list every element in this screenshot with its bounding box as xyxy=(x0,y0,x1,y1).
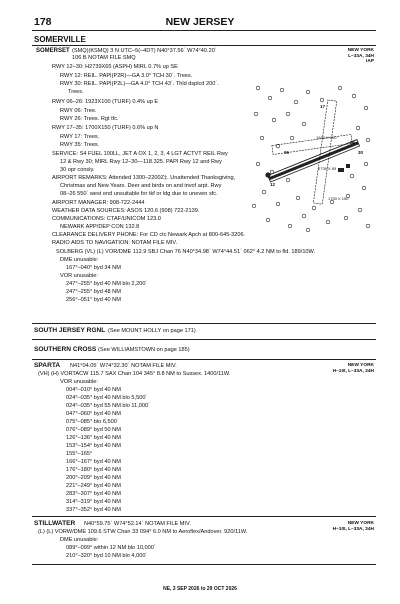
somerset-line: COMMUNICATIONS: CTAF/UNICOM 123.0 xyxy=(52,216,161,222)
sparta-coords: N41°04.05´ W74°32.30´ NOTAM FILE MIV. xyxy=(70,363,177,369)
sparta-name: SPARTA xyxy=(34,362,61,369)
somerset-line: RWY 12: REIL. PAPI(P2R)—GA 3.0° TCH 30´. Trees. xyxy=(60,73,193,79)
state-title: NEW JERSEY xyxy=(165,16,235,28)
south-jersey-note: (See MOUNT HOLLY on page 171) xyxy=(108,328,196,334)
airport-diagram xyxy=(248,80,376,240)
somerset-line: 247°–255° byd 48 NM xyxy=(66,289,121,295)
somerset-line: RWY 06: Tree. xyxy=(60,108,97,114)
diagram-rwy-number: 06 xyxy=(284,150,290,155)
page-number: 178 xyxy=(34,16,52,28)
diagram-rwy-number: 26 xyxy=(350,140,356,145)
diagram-rwy-number: 30 xyxy=(358,150,364,155)
sparta-line: 221°–249° byd 40 NM xyxy=(66,483,121,489)
sparta-chart-line: NEW YORK xyxy=(347,363,374,368)
somerset-line: CLEARANCE DELIVERY PHONE: For CD ctc Newark Apch at 800-645-3206. xyxy=(52,232,246,238)
diagram-label: 2739 X 65 xyxy=(318,166,337,171)
somerset-line: 30 opr consly. xyxy=(60,167,95,173)
south-jersey-name: SOUTH JERSEY RGNL xyxy=(34,327,106,334)
somerset-charts xyxy=(348,48,374,65)
somerset-line: RWY 35: Trees. xyxy=(60,142,100,148)
somerset-chart-line: IAP xyxy=(366,59,374,65)
somerset-line: RWY 17–35: 1700X150 (TURF) 0.6% up N xyxy=(52,125,159,131)
stillwater-line: 210°–320° byd 10 NM blo 4,000´ xyxy=(66,553,148,559)
somerset-line: RWY 12–30: H2739X65 (ASPH) MIRL 0.7% up SE xyxy=(52,64,178,70)
building-mark xyxy=(346,164,350,168)
footer-dates: NE, 3 SEP 2026 to 29 OCT 2026 xyxy=(163,586,237,592)
sparta-line: 075°–085° blo 6,500´ xyxy=(66,419,119,425)
somerset-line: SERVICE: S4 FUEL 100LL, JET A OX 1, 2, 3, 4 LGT ACTVT REIL Rwy xyxy=(52,151,228,157)
stillwater-coords: N40°59.75´ W74°52.14´ NOTAM FILE MIV. xyxy=(84,521,191,527)
sparta-line: 076°–089° byd 50 NM xyxy=(66,427,121,433)
somerset-line: Christmas and New Years. Deer and birds on and invof arpt. Rwy xyxy=(60,183,222,189)
somerset-chart-line: L–33A, 34H xyxy=(348,53,374,59)
somerset-line: 247°–255° byd 40 NM blo 2,200´ xyxy=(66,281,148,287)
somerset-line: 256°–051° byd 40 NM xyxy=(66,297,121,303)
somerset-line: RWY 30: REIL. PAPI(P2L)—GA 4.0° TCH 43´. Thld dsplcd 200´. xyxy=(60,81,219,87)
diagram-label: 1700 X 150 xyxy=(328,196,349,201)
stillwater-line: 089°–099° within 12 NM blo 10,000´ xyxy=(66,545,156,551)
section-rule xyxy=(32,339,376,340)
sparta-line: 024°–035° byd 40 NM blo 5,500´ xyxy=(66,395,148,401)
diagram-rwy-number: 17 xyxy=(320,104,326,109)
somerset-line: AIRPORT REMARKS: Attended 1300–2200Z‡. Unattended Thanksgiving, xyxy=(52,175,236,181)
southern-cross-note: (See WILLIAMSTOWN on page 185) xyxy=(98,347,190,353)
sparta-line: 200°–209° byd 40 NM xyxy=(66,475,121,481)
city-rule xyxy=(32,45,376,46)
somerset-line: RADIO AIDS TO NAVIGATION: NOTAM FILE MIV. xyxy=(52,240,178,246)
southern-cross-name: SOUTHERN CROSS xyxy=(34,346,97,353)
runway-12-30 xyxy=(268,140,360,182)
somerset-line: 12 & Rwy 30; MIRL Rwy 12–30—118.325. PAPI Rwy 12 and Rwy xyxy=(60,159,222,165)
diagram-rwy-number: 12 xyxy=(270,182,276,187)
somerset-line: 167°–040° byd 34 NM xyxy=(66,265,121,271)
sparta-chart-line: H–10I, L–33A, 34H xyxy=(332,368,374,374)
header-rule xyxy=(32,30,376,31)
sparta-charts xyxy=(333,363,374,374)
somerset-line: VOR unusable: xyxy=(60,273,98,279)
somerset-line: NEWARK APP/DEP CON 132.8 xyxy=(60,224,140,230)
section-rule xyxy=(32,516,376,517)
sparta-line: 337°–352° byd 40 NM xyxy=(66,507,121,513)
somerset-line: RWY 26: Trees. Rgt tfc. xyxy=(60,116,119,122)
building-mark xyxy=(338,168,344,172)
sparta-line: VOR unusable: xyxy=(60,379,98,385)
somerset-line: RWY 17: Trees. xyxy=(60,134,100,140)
sparta-line: 283°–307° byd 40 NM xyxy=(66,491,121,497)
somerset-ident: (SMQ)(KSMQ) 3 N UTC–5(–4DT) N40°37.56´ W74°40.20´ xyxy=(72,48,217,54)
stillwater-charts xyxy=(333,521,374,532)
sparta-line: 314°–319° byd 40 NM xyxy=(66,499,121,505)
somerset-line: Trees. xyxy=(68,89,84,95)
sparta-line: 004°–010° byd 40 NM xyxy=(66,387,121,393)
sparta-line: 024°–035° byd 55 NM blo 11,000´ xyxy=(66,403,150,409)
city-title: SOMERVILLE xyxy=(34,35,86,44)
beacon-mark xyxy=(265,172,270,177)
sparta-line: 047°–060° byd 40 NM xyxy=(66,411,121,417)
sparta-line: 166°–167° byd 40 NM xyxy=(66,459,121,465)
stillwater-navaid: (L) (L) VORW/DME 109.6 STW Chan 33 094° 6.0 NM to Aeroflex/Andover. 920/11W. xyxy=(38,529,248,535)
somerset-line: SOLBERG (VL) (L) VOR/DME 112.9 SBJ Chan 76 N40°34.98´ W74°44.51´ 062° 4.2 NM to fld. 189/10W. xyxy=(56,249,316,255)
somerset-name: SOMERSET xyxy=(36,48,70,54)
somerset-line: DME unusable: xyxy=(60,257,99,263)
stillwater-name: STILLWATER xyxy=(34,520,76,527)
sparta-line: 126°–136° byd 40 NM xyxy=(66,435,121,441)
stillwater-chart-line: H–10I, L–33A, 34H xyxy=(332,526,374,532)
diagram-label: 1923 X 100 xyxy=(316,135,337,140)
section-rule xyxy=(32,564,376,565)
sparta-line: 153°–154° byd 40 NM xyxy=(66,443,121,449)
somerset-chart-line: NEW YORK xyxy=(347,48,374,53)
sparta-navaid: (VH) (H) VORTACW 115.7 SAX Chan 104 345° 8.8 NM to Sussex. 1400/11W. xyxy=(38,371,231,377)
somerset-line: AIRPORT MANAGER: 908-722-2444 xyxy=(52,200,145,206)
sparta-line: 176°–180° byd 40 NM xyxy=(66,467,121,473)
section-rule xyxy=(32,323,376,324)
section-rule xyxy=(32,359,376,360)
somerset-elev: 106 B NOTAM FILE SMQ xyxy=(72,55,136,61)
stillwater-line: DME unusable: xyxy=(60,537,99,543)
somerset-line: WEATHER DATA SOURCES: ASOS 120.6 (908) 722-2139. xyxy=(52,208,200,214)
somerset-line: 08–26 550´ west end unsuitable for tkf or ldg due to uneven sfc. xyxy=(60,191,218,197)
sparta-line: 155°–165° xyxy=(66,451,93,457)
stillwater-chart-line: NEW YORK xyxy=(347,521,374,526)
somerset-line: RWY 06–26: 1923X100 (TURF) 0.4% up E xyxy=(52,99,159,105)
